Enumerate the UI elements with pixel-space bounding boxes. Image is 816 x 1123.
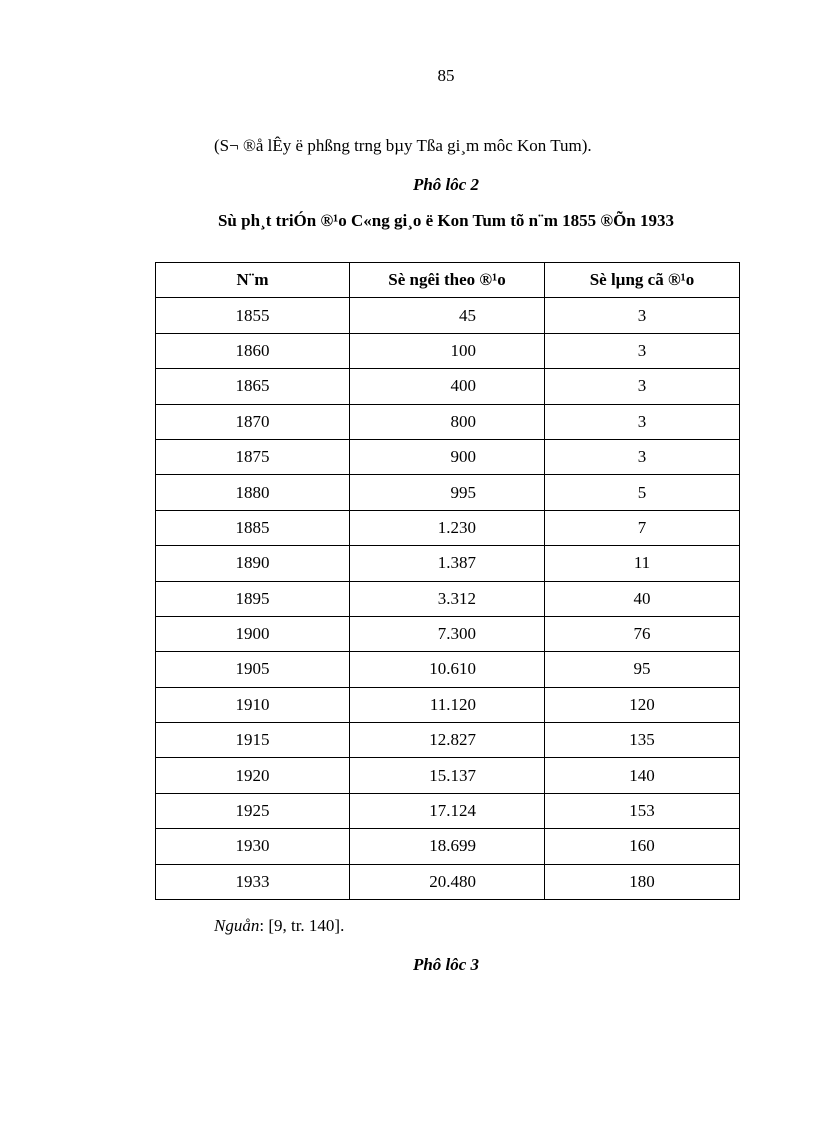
cell-villages: 3 (545, 298, 740, 333)
cell-villages: 3 (545, 369, 740, 404)
cell-followers: 100 (350, 333, 545, 368)
table-title: Sù ph¸t triÓn ®¹o C«ng gi¸o ë Kon Tum tõ n¨m 1855 ®Õn 1933 (217, 211, 675, 230)
appendix-3-heading: Phô lôc 3 (412, 955, 480, 974)
table-row (156, 298, 740, 333)
cell-year: 1915 (156, 723, 350, 758)
cell-villages: 140 (545, 758, 740, 793)
cell-year: 1880 (156, 475, 350, 510)
cell-villages: 7 (545, 510, 740, 545)
cell-villages: 3 (545, 404, 740, 439)
cell-year: 1925 (156, 793, 350, 828)
table-row (156, 723, 740, 758)
cell-year: 1920 (156, 758, 350, 793)
cell-villages: 5 (545, 475, 740, 510)
cell-followers: 10.610 (350, 652, 545, 687)
cell-followers: 1.230 (350, 510, 545, 545)
cell-villages: 180 (545, 864, 740, 899)
table-row (156, 510, 740, 545)
table-row (156, 439, 740, 474)
cell-villages: 76 (545, 616, 740, 651)
table-row (156, 404, 740, 439)
cell-followers: 45 (350, 298, 545, 333)
cell-followers: 15.137 (350, 758, 545, 793)
table-row (156, 616, 740, 651)
cell-villages: 11 (545, 546, 740, 581)
cell-villages: 3 (545, 439, 740, 474)
appendix-2-heading: Phô lôc 2 (412, 175, 480, 194)
cell-followers: 1.387 (350, 546, 545, 581)
table-row (156, 758, 740, 793)
cell-year: 1910 (156, 687, 350, 722)
cell-year: 1860 (156, 333, 350, 368)
table-row (156, 369, 740, 404)
table-row (156, 475, 740, 510)
cell-villages: 40 (545, 581, 740, 616)
cell-followers: 17.124 (350, 793, 545, 828)
cell-year: 1900 (156, 616, 350, 651)
table-row (156, 793, 740, 828)
cell-followers: 20.480 (350, 864, 545, 899)
cell-followers: 18.699 (350, 829, 545, 864)
table-row (156, 864, 740, 899)
cell-followers: 900 (350, 439, 545, 474)
table-row (156, 652, 740, 687)
footnote-label: Nguån (214, 916, 260, 935)
cell-followers: 995 (350, 475, 545, 510)
cell-followers: 12.827 (350, 723, 545, 758)
table-header-row (156, 263, 740, 298)
header-year: N¨m (156, 263, 350, 298)
footnote-text: : [9, tr. 140]. (259, 916, 345, 935)
cell-villages: 3 (545, 333, 740, 368)
header-villages: Sè lµng cã ®¹o (545, 263, 740, 298)
cell-villages: 160 (545, 829, 740, 864)
cell-year: 1855 (156, 298, 350, 333)
table-body (156, 298, 740, 900)
cell-followers: 11.120 (350, 687, 545, 722)
cell-followers: 800 (350, 404, 545, 439)
cell-followers: 3.312 (350, 581, 545, 616)
cell-year: 1930 (156, 829, 350, 864)
cell-year: 1885 (156, 510, 350, 545)
cell-year: 1870 (156, 404, 350, 439)
footnote (214, 916, 344, 936)
cell-villages: 95 (545, 652, 740, 687)
cell-year: 1875 (156, 439, 350, 474)
cell-villages: 153 (545, 793, 740, 828)
cell-year: 1905 (156, 652, 350, 687)
data-table (155, 262, 740, 900)
cell-villages: 120 (545, 687, 740, 722)
source-note: (S¬ ®å lÊy ë phßng trng bµy Tßa gi¸m môc Kon Tum). (214, 136, 592, 155)
cell-villages: 135 (545, 723, 740, 758)
table-row (156, 333, 740, 368)
header-followers: Sè ngêi theo ®¹o (350, 263, 545, 298)
cell-year: 1895 (156, 581, 350, 616)
table-row (156, 687, 740, 722)
cell-year: 1933 (156, 864, 350, 899)
cell-followers: 7.300 (350, 616, 545, 651)
cell-year: 1865 (156, 369, 350, 404)
page-number: 85 (437, 66, 455, 85)
cell-year: 1890 (156, 546, 350, 581)
cell-followers: 400 (350, 369, 545, 404)
table-row (156, 829, 740, 864)
table-row (156, 581, 740, 616)
table-row (156, 546, 740, 581)
